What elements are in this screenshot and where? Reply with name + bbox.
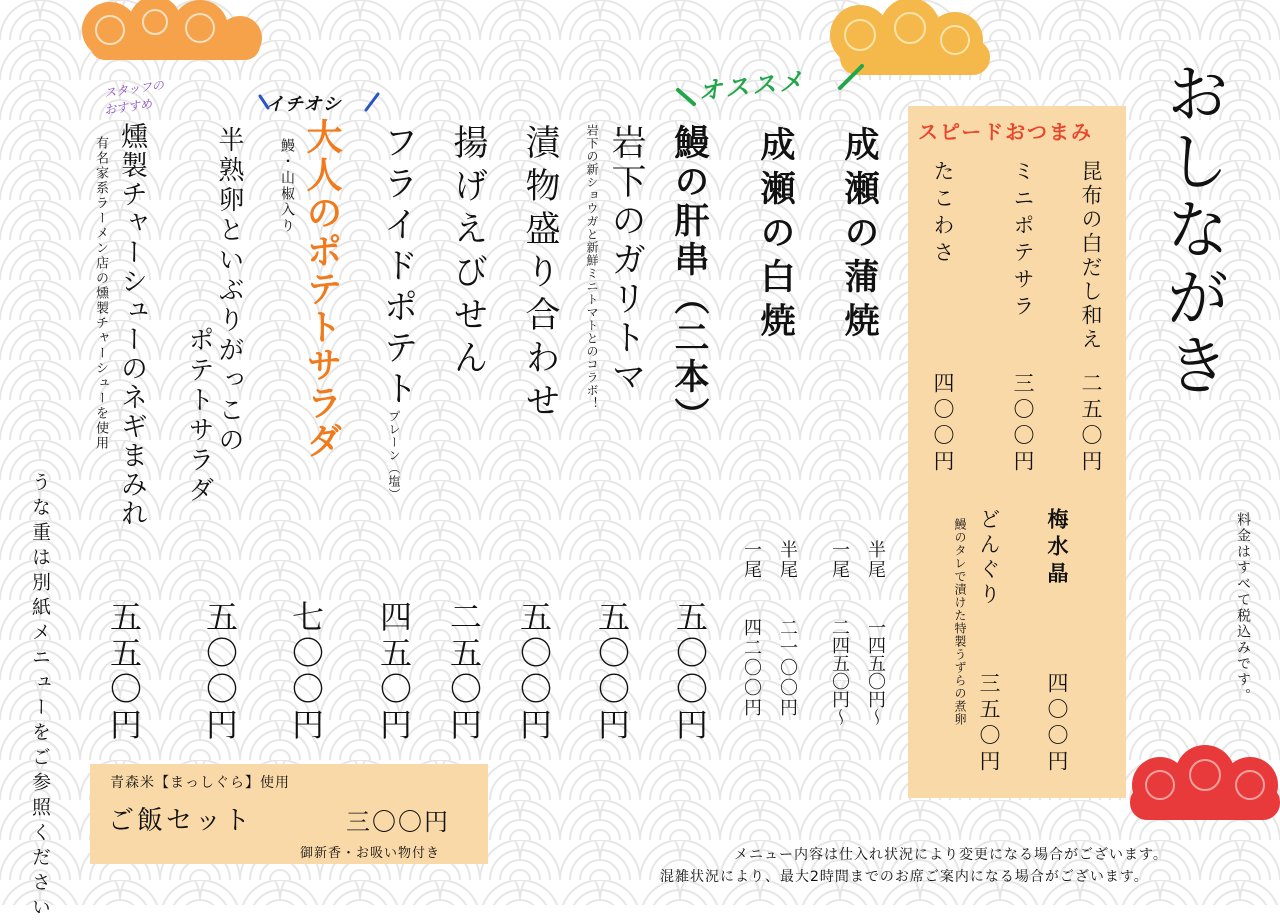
chashu-name: 燻製チャーシューのネギまみれ: [116, 122, 147, 528]
tsukemono-name: 漬物盛り合わせ: [520, 124, 560, 425]
fries-price: 四五〇円: [375, 600, 413, 744]
ebisen-price: 二五〇円: [445, 600, 483, 744]
shirayaki-half-label: 半尾: [777, 540, 798, 580]
rice-set-price: 三〇〇円: [346, 808, 450, 836]
page-title: おしながき: [1155, 60, 1229, 400]
iburigakko-name-line1: 半熟卵といぶりがっこの: [214, 126, 244, 456]
ichioshi-label: イチオシ: [266, 94, 342, 115]
tsukemono-price: 五〇〇円: [515, 600, 553, 744]
iburigakko-name-line2: ポテトサラダ: [184, 326, 214, 506]
shirayaki-name: 成瀬の白焼: [755, 126, 796, 346]
speed-item-price: 四〇〇円: [931, 372, 955, 476]
speed-item-price: 二五〇円: [1079, 372, 1103, 476]
rice-set-note: 御新香・お吸い物付き: [300, 846, 441, 861]
rice-set-name: ご飯セット: [108, 806, 254, 836]
gari-description: 岩下の新ショウガと新鮮ミニトマトとのコラボ！: [585, 124, 599, 410]
potesara-price: 七〇〇円: [287, 600, 325, 744]
kabayaki-name: 成瀬の蒲焼: [839, 126, 880, 346]
potesara-description: 鰻・山椒入り: [279, 138, 295, 234]
gari-name: 岩下のガリトマ: [606, 124, 646, 397]
potesara-name: 大人のポテトサラダ: [301, 118, 343, 460]
speed-item-price: 三〇〇円: [1011, 372, 1035, 476]
donguri-name: どんぐり: [977, 508, 1001, 608]
speed-item-name: ミニポテサラ: [1011, 160, 1035, 322]
footer-note-1: メニュー内容は仕入れ状況により変更になる場合がございます。: [734, 847, 1168, 863]
gari-price: 五〇〇円: [593, 600, 631, 744]
donguri-description: 鰻のタレで漬けた特製うずらの煮卵: [953, 518, 967, 726]
osusume-label: オススメ: [697, 66, 808, 106]
kabayaki-full-price: 二四五〇円〜: [829, 618, 850, 726]
umesuisho-name: 梅水晶: [1045, 508, 1069, 589]
speed-item-name: たこわさ: [931, 160, 955, 268]
footer-note-2: 混雑状況により、最大2時間までのお席ご案内になる場合がございます。: [660, 869, 1149, 885]
kabayaki-half-label: 半尾: [865, 540, 886, 580]
orange-cloud-icon: [70, 0, 270, 70]
umesuisho-price: 四〇〇円: [1045, 672, 1069, 776]
fries-description: プレーン（塩）: [387, 410, 401, 501]
speed-item-name: 昆布の白だし和え: [1079, 160, 1103, 352]
kabayaki-half-price: 一四五〇円〜: [865, 618, 886, 726]
kimo-name: 鰻の肝串（二本）: [669, 124, 710, 436]
shirayaki-half-price: 二一〇〇円: [777, 618, 798, 718]
donguri-price: 三五〇円: [977, 672, 1001, 776]
unaju-note: うな重は別紙メニューをご参照ください: [29, 472, 51, 922]
rice-description: 青森米【まっしぐら】使用: [110, 775, 290, 791]
shirayaki-full-label: 一尾: [741, 540, 762, 580]
staff-label: おすすめ: [103, 96, 153, 118]
red-cloud-icon: [1120, 740, 1280, 830]
tax-note: 料金はすべて税込みです。: [1235, 512, 1251, 704]
shirayaki-full-price: 四二〇〇円: [741, 618, 762, 718]
chashu-description: 有名家系ラーメン店の燻製チャーシューを使用: [93, 136, 108, 451]
iburigakko-price: 五〇〇円: [201, 600, 239, 744]
ebisen-name: 揚げえびせん: [448, 124, 488, 382]
chashu-price: 五五〇円: [105, 600, 143, 744]
kabayaki-full-label: 一尾: [829, 540, 850, 580]
speed-heading: スピードおつまみ: [918, 120, 1093, 144]
staff-label: スタッフの: [103, 77, 165, 101]
kimo-price: 五〇〇円: [671, 600, 709, 744]
fries-name: フライドポテト: [378, 124, 418, 411]
